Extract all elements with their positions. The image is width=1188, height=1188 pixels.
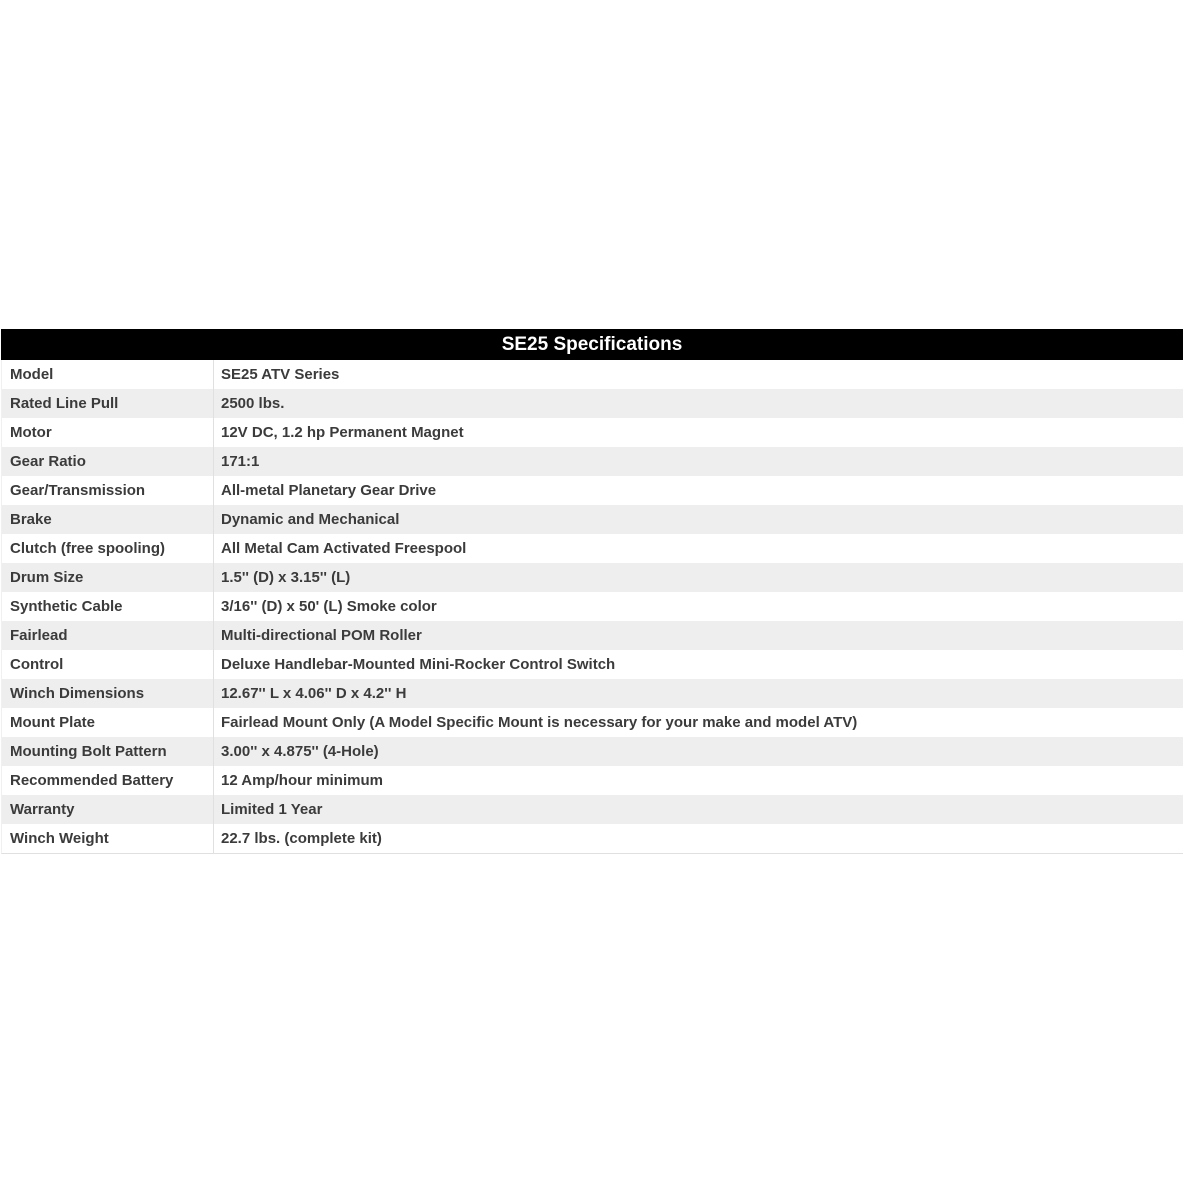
table-row: [2, 621, 1183, 650]
spec-label-cell: Gear Ratio: [2, 447, 214, 476]
spec-label-cell: Mount Plate: [2, 708, 214, 737]
table-row: [2, 650, 1183, 679]
spec-value-cell: 3.00'' x 4.875'' (4-Hole): [221, 743, 379, 760]
spec-label-cell: Drum Size: [2, 563, 214, 592]
spec-label-cell: Warranty: [2, 795, 214, 824]
table-row: [2, 534, 1183, 563]
table-row: [2, 824, 1183, 853]
specifications-table: [1, 329, 1183, 854]
spec-value-cell: All Metal Cam Activated Freespool: [221, 540, 467, 557]
table-row: [2, 795, 1183, 824]
spec-value-cell: Limited 1 Year: [221, 801, 323, 818]
spec-value-cell: 12 Amp/hour minimum: [221, 772, 383, 789]
table-row: [2, 708, 1183, 737]
spec-value-cell: 171:1: [221, 453, 260, 470]
spec-label-cell: Winch Dimensions: [2, 679, 214, 708]
spec-value-cell: 12V DC, 1.2 hp Permanent Magnet: [221, 424, 464, 441]
spec-label-cell: Recommended Battery: [2, 766, 214, 795]
spec-value-cell: All-metal Planetary Gear Drive: [221, 482, 437, 499]
spec-label-cell: Winch Weight: [2, 824, 214, 853]
table-title: SE25 Specifications: [1, 329, 1183, 360]
table-row: [2, 505, 1183, 534]
table-row: [2, 418, 1183, 447]
spec-label-cell: Mounting Bolt Pattern: [2, 737, 214, 766]
spec-value-cell: Multi-directional POM Roller: [221, 627, 422, 644]
table-row: [2, 563, 1183, 592]
spec-value-cell: 3/16'' (D) x 50' (L) Smoke color: [221, 598, 437, 615]
spec-value-cell: 12.67'' L x 4.06'' D x 4.2'' H: [221, 685, 407, 702]
spec-label-cell: Synthetic Cable: [2, 592, 214, 621]
table-row: [2, 737, 1183, 766]
table-row: [2, 447, 1183, 476]
table-row: [2, 766, 1183, 795]
spec-label-cell: Gear/Transmission: [2, 476, 214, 505]
spec-label-cell: Model: [2, 360, 214, 389]
table-row: [2, 389, 1183, 418]
spec-label-cell: Rated Line Pull: [2, 389, 214, 418]
spec-value-cell: Fairlead Mount Only (A Model Specific Mount is necessary for your make and model ATV): [221, 714, 858, 731]
table-body: [1, 360, 1183, 854]
spec-label-cell: Control: [2, 650, 214, 679]
spec-value-cell: 2500 lbs.: [221, 395, 285, 412]
spec-label-cell: Motor: [2, 418, 214, 447]
table-row: [2, 592, 1183, 621]
spec-value-cell: Deluxe Handlebar-Mounted Mini-Rocker Control Switch: [221, 656, 616, 673]
spec-label-cell: Brake: [2, 505, 214, 534]
table-row: [2, 476, 1183, 505]
table-row: [2, 360, 1183, 389]
spec-label-cell: Fairlead: [2, 621, 214, 650]
spec-value-cell: 22.7 lbs. (complete kit): [221, 830, 382, 847]
spec-value-cell: SE25 ATV Series: [221, 366, 340, 383]
spec-value-cell: Dynamic and Mechanical: [221, 511, 400, 528]
spec-label-cell: Clutch (free spooling): [2, 534, 214, 563]
spec-value-cell: 1.5'' (D) x 3.15'' (L): [221, 569, 351, 586]
table-row: [2, 679, 1183, 708]
